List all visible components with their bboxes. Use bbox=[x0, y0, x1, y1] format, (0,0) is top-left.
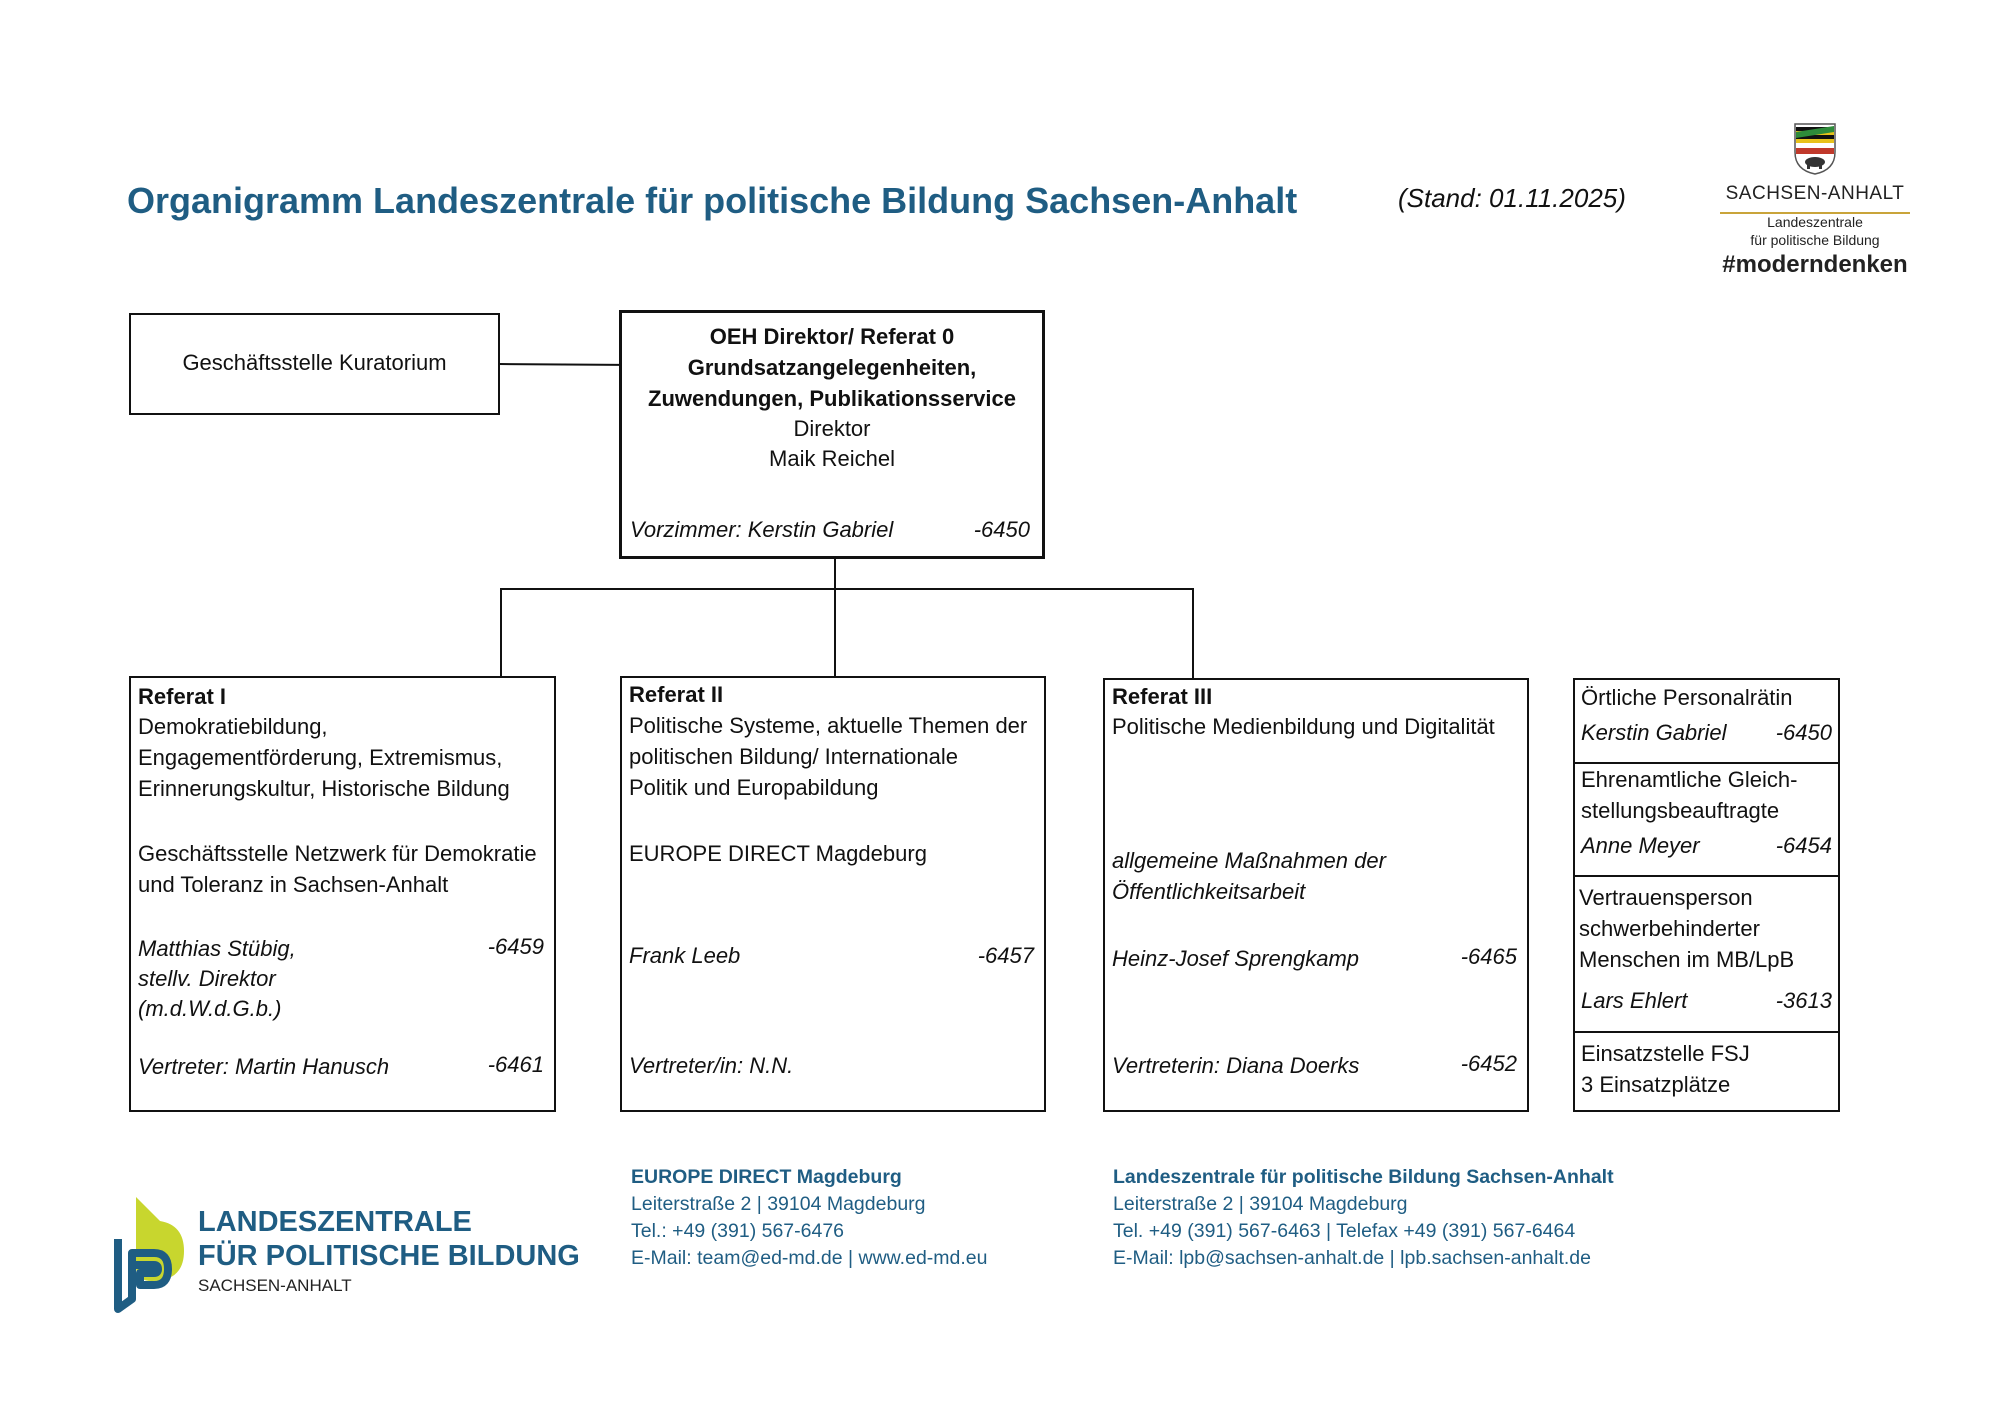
hashtag: #moderndenken bbox=[1722, 251, 1908, 278]
referat-2-desc-1: Politische Systeme, aktuelle Themen der bbox=[629, 713, 1028, 738]
referat-1-desc-3: Erinnerungskultur, Historische Bildung bbox=[138, 776, 510, 801]
gleichstellung-label-2: stellungsbeauftragte bbox=[1581, 798, 1780, 823]
referat-2-extra: EUROPE DIRECT Magdeburg bbox=[629, 841, 927, 866]
direktor-subtitle-1: Grundsatzangelegenheiten, bbox=[687, 355, 977, 380]
referat-3-head: Heinz-Josef Sprengkamp bbox=[1112, 946, 1360, 971]
lpb-address: Leiterstraße 2 | 39104 Magdeburg bbox=[1113, 1193, 1408, 1215]
referat-1-desc-2: Engagementförderung, Extremismus, bbox=[138, 745, 503, 770]
side-divider-2 bbox=[1575, 875, 1838, 877]
kuratorium-label: Geschäftsstelle Kuratorium bbox=[182, 350, 447, 375]
page-title: Organigramm Landeszentrale für politische Bildung Sachsen-Anhalt bbox=[127, 180, 1298, 221]
connector-referat1 bbox=[500, 588, 502, 676]
referat-1-title: Referat I bbox=[138, 684, 227, 709]
vertrauen-phone: -3613 bbox=[1775, 988, 1832, 1013]
vorzimmer-phone: -6450 bbox=[973, 517, 1030, 542]
state-logo-sub2: für politische Bildung bbox=[1750, 232, 1880, 248]
fsj-label-1: Einsatzstelle FSJ bbox=[1581, 1041, 1750, 1066]
vertrauen-label-2: schwerbehinderter bbox=[1579, 916, 1760, 941]
connector-main-vertical bbox=[834, 557, 836, 676]
referat-3-deputy-phone: -6452 bbox=[1460, 1051, 1517, 1076]
referat-2-desc-2: politischen Bildung/ Internationale bbox=[629, 744, 959, 769]
lpb-logo-line-1: LANDESZENTRALE bbox=[198, 1206, 472, 1238]
date-stamp: (Stand: 01.11.2025) bbox=[1398, 183, 1626, 213]
lpb-logo-line-2: FÜR POLITISCHE BILDUNG bbox=[198, 1240, 580, 1272]
state-logo-sub1: Landeszentrale bbox=[1767, 214, 1863, 230]
referat-2-head: Frank Leeb bbox=[629, 943, 741, 968]
personalrat-label: Örtliche Personalrätin bbox=[1581, 685, 1793, 710]
referat-1-extra-1: Geschäftsstelle Netzwerk für Demokratie bbox=[138, 841, 537, 866]
referat-2-desc-3: Politik und Europabildung bbox=[629, 775, 879, 800]
personalrat-person: Kerstin Gabriel bbox=[1581, 720, 1727, 745]
referat-1-head-1: Matthias Stübig, bbox=[138, 936, 296, 961]
side-divider-3 bbox=[1575, 1031, 1838, 1033]
direktor-title: OEH Direktor/ Referat 0 bbox=[709, 324, 955, 349]
referat-2-title: Referat II bbox=[629, 682, 724, 707]
side-column bbox=[1573, 678, 1840, 1112]
lpb-mail[interactable]: E-Mail: lpb@sachsen-anhalt.de | lpb.sachsen-anhalt.de bbox=[1113, 1247, 1591, 1269]
referat-1-desc-1: Demokratiebildung, bbox=[138, 714, 328, 739]
kuratorium-box bbox=[129, 313, 500, 415]
referat-1-deputy: Vertreter: Martin Hanusch bbox=[138, 1054, 390, 1079]
personalrat-phone: -6450 bbox=[1775, 720, 1832, 745]
referat-3-extra-1: allgemeine Maßnahmen der bbox=[1112, 848, 1386, 873]
connector-horizontal bbox=[500, 588, 1194, 590]
lpb-tel: Tel. +49 (391) 567-6463 | Telefax +49 (391) 567-6464 bbox=[1113, 1220, 1576, 1242]
referat-1-head-phone: -6459 bbox=[487, 934, 544, 959]
referat-1-box bbox=[129, 676, 556, 1112]
vertrauen-label-3: Menschen im MB/LpB bbox=[1579, 947, 1795, 972]
referat-3-box bbox=[1103, 678, 1529, 1112]
connector-referat3 bbox=[1192, 588, 1194, 678]
lpb-logo-mark-icon bbox=[114, 1195, 194, 1315]
referat-2-box bbox=[620, 676, 1046, 1112]
vorzimmer: Vorzimmer: Kerstin Gabriel bbox=[630, 517, 894, 542]
referat-3-deputy: Vertreterin: Diana Doerks bbox=[1112, 1053, 1360, 1078]
referat-2-head-phone: -6457 bbox=[977, 943, 1034, 968]
direktor-person: Maik Reichel bbox=[769, 446, 895, 471]
referat-2-deputy: Vertreter/in: N.N. bbox=[629, 1053, 794, 1078]
referat-1-head-3: (m.d.W.d.G.b.) bbox=[138, 996, 282, 1021]
referat-3-title: Referat III bbox=[1112, 684, 1213, 709]
gleichstellung-phone: -6454 bbox=[1775, 833, 1832, 858]
europe-address: Leiterstraße 2 | 39104 Magdeburg bbox=[631, 1193, 926, 1215]
connector-kuratorium bbox=[499, 363, 619, 366]
direktor-box bbox=[619, 310, 1045, 559]
referat-3-extra-2: Öffentlichkeitsarbeit bbox=[1112, 879, 1306, 904]
direktor-role: Direktor bbox=[793, 416, 871, 441]
direktor-subtitle-2: Zuwendungen, Publikationsservice bbox=[648, 386, 1016, 411]
lpb-title: Landeszentrale für politische Bildung Sachsen-Anhalt bbox=[1113, 1166, 1614, 1188]
referat-3-head-phone: -6465 bbox=[1460, 944, 1517, 969]
gleichstellung-person: Anne Meyer bbox=[1581, 833, 1700, 858]
referat-1-head-2: stellv. Direktor bbox=[138, 966, 276, 991]
lpb-logo-line-3: SACHSEN-ANHALT bbox=[198, 1276, 352, 1295]
europe-title: EUROPE DIRECT Magdeburg bbox=[631, 1166, 902, 1188]
europe-mail[interactable]: E-Mail: team@ed-md.de | www.ed-md.eu bbox=[631, 1247, 988, 1269]
referat-1-extra-2: und Toleranz in Sachsen-Anhalt bbox=[138, 872, 449, 897]
referat-3-desc: Politische Medienbildung und Digitalität bbox=[1112, 714, 1495, 739]
fsj-label-2: 3 Einsatzplätze bbox=[1581, 1072, 1731, 1097]
state-name: SACHSEN-ANHALT bbox=[1725, 183, 1905, 204]
referat-1-deputy-phone: -6461 bbox=[487, 1052, 544, 1077]
vertrauen-person: Lars Ehlert bbox=[1581, 988, 1688, 1013]
coat-of-arms-icon bbox=[1793, 122, 1837, 176]
lpb-logo bbox=[114, 1195, 584, 1315]
state-logo bbox=[1700, 118, 1930, 288]
europe-tel: Tel.: +49 (391) 567-6476 bbox=[631, 1220, 845, 1242]
vertrauen-label-1: Vertrauensperson bbox=[1579, 885, 1753, 910]
gleichstellung-label-1: Ehrenamtliche Gleich- bbox=[1581, 767, 1798, 792]
